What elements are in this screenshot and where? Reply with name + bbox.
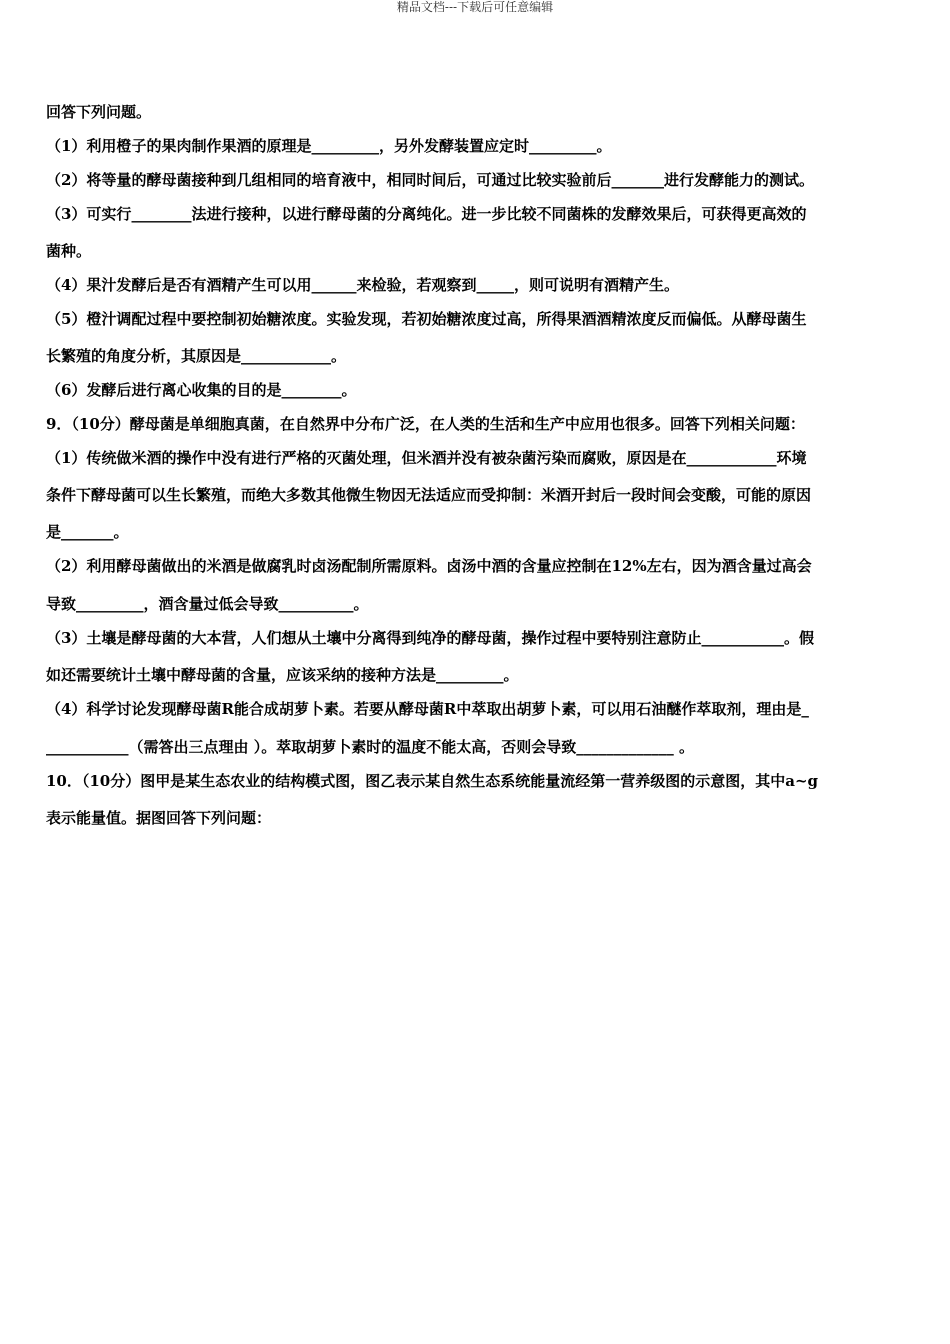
text-line: （1）利用橙子的果肉制作果酒的原理是_________，另外发酵装置应定时_________。 (46, 137, 612, 155)
text-line: （4）果汁发酵后是否有酒精产生可以用______来检验，若观察到_____，则可说明有酒精产生。 (46, 276, 679, 294)
text-line: 回答下列问题。 (46, 103, 152, 121)
question-10-heading: 10．（10分）图甲是某生态农业的结构模式图，图乙表示某自然生态系统能量流经第一营养级图的示意图，其中a~g (46, 772, 819, 790)
text-line: 条件下酵母菌可以生长繁殖，而绝大多数其他微生物因无法适应而受抑制：米酒开封后一段时间会变酸，可能的原因 (46, 486, 812, 504)
text-line: （3）可实行________法进行接种，以进行酵母菌的分离纯化。进一步比较不同菌株的发酵效果后，可获得更高效的 (46, 205, 807, 223)
text-line: （6）发酵后进行离心收集的目的是________。 (46, 381, 357, 399)
text-line: 长繁殖的角度分析，其原因是____________。 (46, 347, 347, 365)
text-line: 是_______。 (46, 523, 129, 541)
page-header: 精品文档---下载后可任意编辑 (396, 0, 554, 14)
text-line: （1）传统做米酒的操作中没有进行严格的灭菌处理，但米酒并没有被杂菌污染而腐败，原因是在____________环境 (46, 449, 807, 467)
text-line: 表示能量值。据图回答下列问题： (46, 809, 272, 827)
text-line: （4）科学讨论发现酵母菌R能合成胡萝卜素。若要从酵母菌R中萃取出胡萝卜素，可以用石油醚作萃取剂，理由是_ (46, 700, 809, 718)
text-line: 导致_________，酒含量过低会导致__________。 (46, 595, 369, 613)
question-9-heading: 9．（10分）酵母菌是单细胞真菌，在自然界中分布广泛，在人类的生活和生产中应用也很多。回答下列相关问题： (46, 415, 805, 433)
text-line: （5）橙汁调配过程中要控制初始糖浓度。实验发现，若初始糖浓度过高，所得果酒酒精浓度反而偏低。从酵母菌生 (46, 310, 807, 328)
text-line: （2）利用酵母菌做出的米酒是做腐乳时卤汤配制所需原料。卤汤中酒的含量应控制在12%左右，因为酒含量过高会 (46, 557, 812, 575)
text-line: （3）土壤是酵母菌的大本营，人们想从土壤中分离得到纯净的酵母菌，操作过程中要特别注意防止___________。假 (46, 629, 814, 647)
text-line: ___________（需答出三点理由 ）。萃取胡萝卜素时的温度不能太高，否则会导致_____________ 。 (46, 738, 694, 756)
text-line: 如还需要统计土壤中酵母菌的含量，应该采纳的接种方法是_________。 (46, 666, 519, 684)
text-line: （2）将等量的酵母菌接种到几组相同的培育液中，相同时间后，可通过比较实验前后_______进行发酵能力的测试。 (46, 171, 814, 189)
text-line: 菌种。 (46, 242, 92, 260)
